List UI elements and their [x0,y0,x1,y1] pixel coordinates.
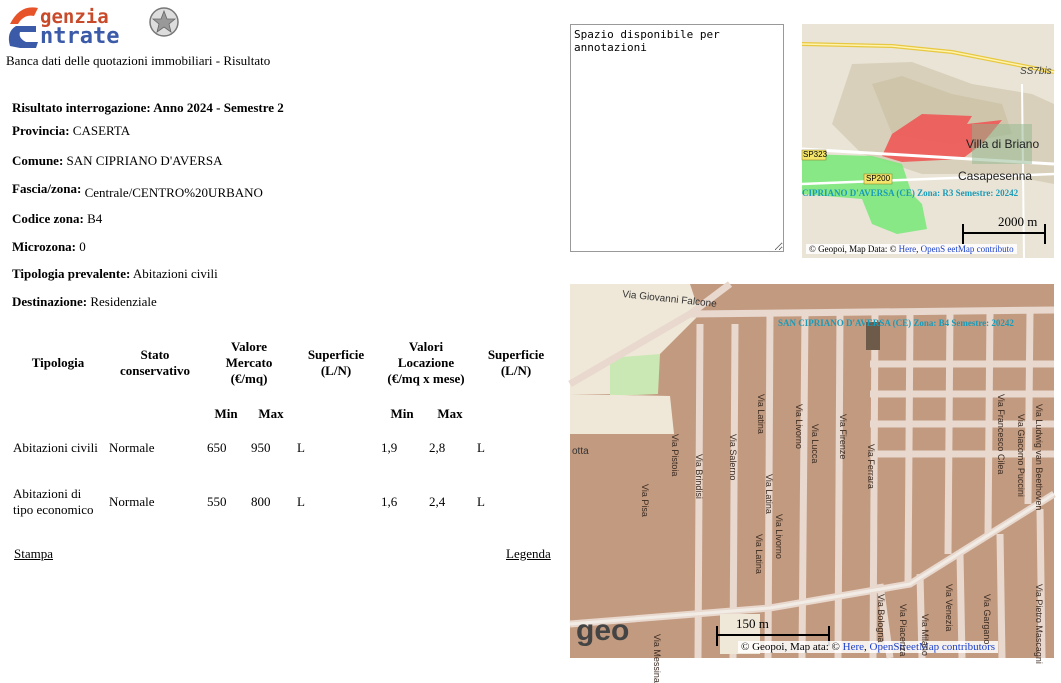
street-label: Via Ludwig van Beethoven [1034,404,1044,511]
street-label: Via Messina [652,634,662,683]
tipologia-row: Tipologia prevalente: Abitazioni civili [12,266,218,281]
place-label: Casapesenna [958,169,1033,183]
here-link[interactable]: Here [898,244,917,254]
street-label: Via Bologna [876,594,886,643]
scale-tick [962,224,964,244]
scale-text: 150 m [736,616,769,631]
scale-bar [716,634,828,636]
header-valore-mercato: Valore Mercato (€/mq) [225,339,273,386]
header-valori-locazione: Valori Locazione (€/mq x mese) [387,339,465,386]
osm-link[interactable]: OpenStreetMap contributors [869,641,996,653]
header-min: Min [214,406,238,421]
street-label: Via Piacenza [898,604,908,657]
street-label: otta [572,446,589,457]
table-row: Abitazioni di tipo economico Normale 550 800 L 1,6 2,4 L [13,486,485,517]
header-stato: Stato conservativo [119,347,191,378]
road-label: SS7bis [1020,66,1052,77]
overview-map[interactable] [802,24,1054,258]
fascia-row: Fascia/zona: Centrale/CENTRO%20URBANO [12,181,263,200]
header-superficie: Superficie (L/N) [307,347,365,378]
microzona-row: Microzona: 0 [12,239,86,254]
scale-bar [962,232,1044,234]
quotazioni-table [10,323,558,533]
street-label: Via Latina [754,534,764,574]
stampa-link[interactable]: Stampa [14,546,53,561]
agenzia-entrate-logo [6,2,186,50]
street-label: Via Milano [920,614,930,656]
result-title: Risultato interrogazione: Anno 2024 - Semestre 2 [12,100,284,115]
street-label: Via Latina [756,394,766,434]
table-header-row [10,323,558,403]
street-label: Via Firenze [838,414,848,460]
map-attribution: © Geopoi, Map ata: © Here, OpenStreetMap contributors [738,641,998,653]
street-label: Via Livorno [794,404,804,449]
street-label: Via Gargano [982,594,992,645]
table-row: Abitazioni civili Normale 650 950 L 1,9 2,8 L [13,440,485,455]
annotations-textarea[interactable] [570,24,784,252]
street-label: Via Lucca [810,424,820,464]
logo-line1: genzia [40,6,109,28]
street-label: Via Giovanni Falcone [621,289,718,310]
street-label: Via Giacomo Puccini [1016,414,1026,497]
street-label: Via Pistoia [670,434,680,477]
provincia-row: Provincia: CASERTA [12,123,131,138]
scale-tick [716,626,718,646]
street-label: Via Pietro Mascagni [1034,584,1044,664]
street-label: Via Pisa [640,484,650,517]
table-subheader-row [10,403,558,425]
place-label: Villa di Briano [966,137,1040,151]
geopoi-brand: geo [576,614,630,647]
zone-detail-map[interactable] [570,284,1054,683]
osm-link[interactable]: OpenS [920,244,946,254]
street-label: Via Brindisi [694,454,704,499]
street-label: Via Salerno [728,434,738,481]
road-label: SP200 [866,174,891,183]
scale-text: 2000 m [998,214,1038,229]
header-min-locazione: Min [390,406,414,421]
street-label: Via Venezia [944,584,954,632]
legenda-link[interactable]: Legenda [506,546,551,561]
zone-label: CIPRIANO D'AVERSA (CE) Zona: R3 Semestre: 20242 [802,188,1019,198]
header-superficie-locazione: Superficie (L/N) [487,347,545,378]
map-attribution: © Geopoi, Map Data: © Here, OpenS eetMap contributo [806,244,1017,254]
zone-label: SAN CIPRIANO D'AVERSA (CE) Zona: B4 Semestre: 20242 [778,318,1014,328]
street-label: Via Francesco Cilea [996,394,1006,475]
here-link[interactable]: Here [842,641,865,653]
destinazione-row: Destinazione: Residenziale [12,294,157,309]
scale-tick [1044,224,1046,244]
header-tipologia: Tipologia [31,355,85,370]
header-max-locazione: Max [437,406,463,421]
codice-zona-row: Codice zona: B4 [12,211,103,226]
street-label: Via Latina [764,474,774,514]
page-subtitle: Banca dati delle quotazioni immobiliari - Risultato [6,53,271,68]
comune-row: Comune: SAN CIPRIANO D'AVERSA [12,153,223,168]
street-label: Via Ferrara [866,444,876,489]
logo-line2: ntrate [40,24,120,49]
street-label: Via Livorno [774,514,784,559]
road-label: SP323 [803,150,828,159]
header-max: Max [258,406,284,421]
